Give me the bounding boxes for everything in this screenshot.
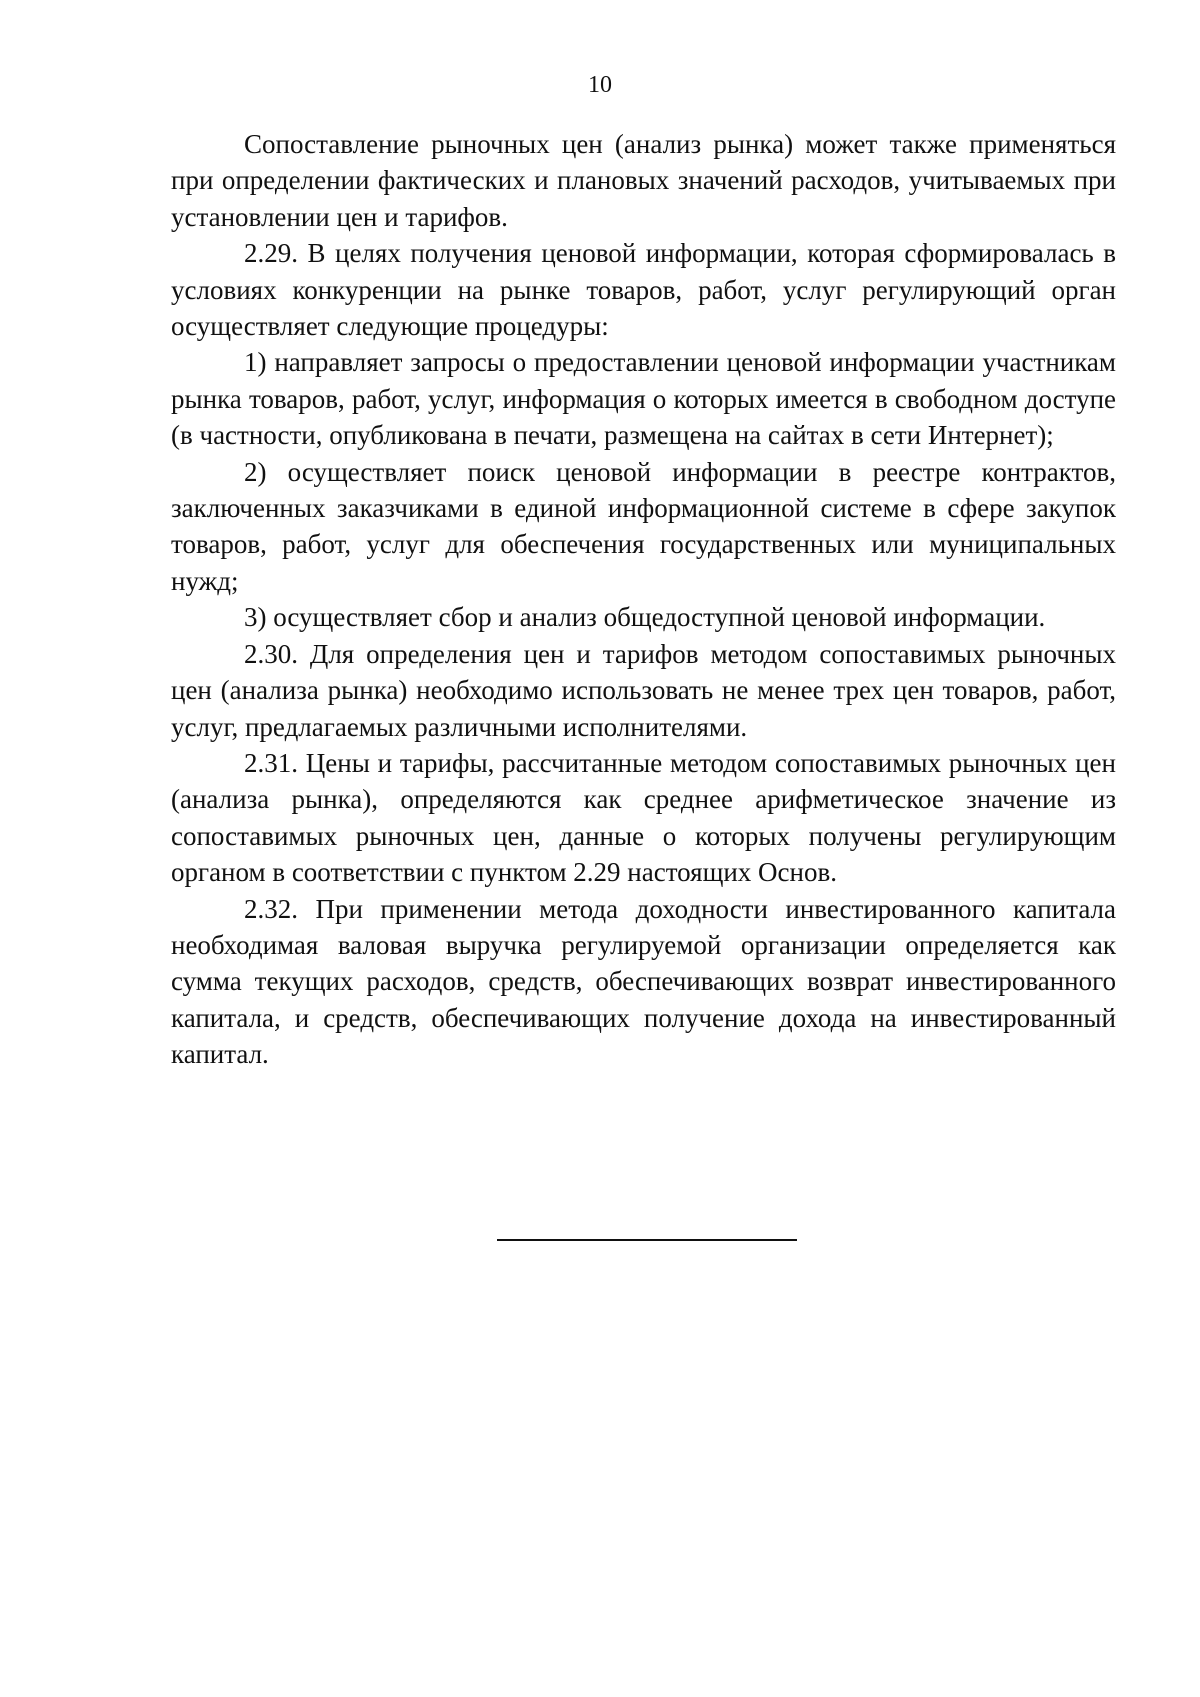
document-body: [171, 126, 1116, 1073]
paragraph-market-comparison: Сопоставление рыночных цен (анализ рынка) может также применяться при определении фактических и плановых значений расходов, учитываемых при установлении цен и тарифов.: [171, 129, 1116, 232]
paragraph-2-32: 2.32. При применении метода доходности инвестированного капитала необходимая валовая выручка регулируемой организации определяется как сумма текущих расходов, средств, обеспечивающих возврат инвестированного капитала, и средств, обеспечивающих получение дохода на инвестированный капитал.: [171, 893, 1116, 1070]
paragraph-2-29: 2.29. В целях получения ценовой информации, которая сформировалась в условиях конкуренции на рынке товаров, работ, услуг регулирующий орган осуществляет следующие процедуры:: [171, 238, 1116, 342]
page-number: 10: [588, 72, 612, 98]
paragraph-2-30: 2.30. Для определения цен и тарифов методом сопоставимых рыночных цен (анализа рынка) необходимо использовать не менее трех цен товаров, работ, услуг, предлагаемых различными исполнителями.: [171, 638, 1116, 742]
list-item-1-price-requests: 1) направляет запросы о предоставлении ценовой информации участникам рынка товаров, работ, услуг, информация о которых имеется в свободном доступе (в частности, опубликована в печати, размещена на сайтах в сети Интернет);: [171, 347, 1116, 451]
list-item-3-public-info-collection: 3) осуществляет сбор и анализ общедоступной ценовой информации.: [244, 602, 1046, 633]
end-separator-line: [497, 1239, 797, 1241]
paragraph-2-31: 2.31. Цены и тарифы, рассчитанные методом сопоставимых рыночных цен (анализа рынка), определяются как среднее арифметическое значение из сопоставимых рыночных цен, данные о которых получены регулирующим органом в соответствии с пунктом 2.29 настоящих Основ.: [171, 747, 1116, 888]
list-item-2-contract-registry-search: 2) осуществляет поиск ценовой информации в реестре контрактов, заключенных заказчиками в единой информационной системе в сфере закупок товаров, работ, услуг для обеспечения государственных или муниципальных нужд;: [171, 456, 1116, 596]
